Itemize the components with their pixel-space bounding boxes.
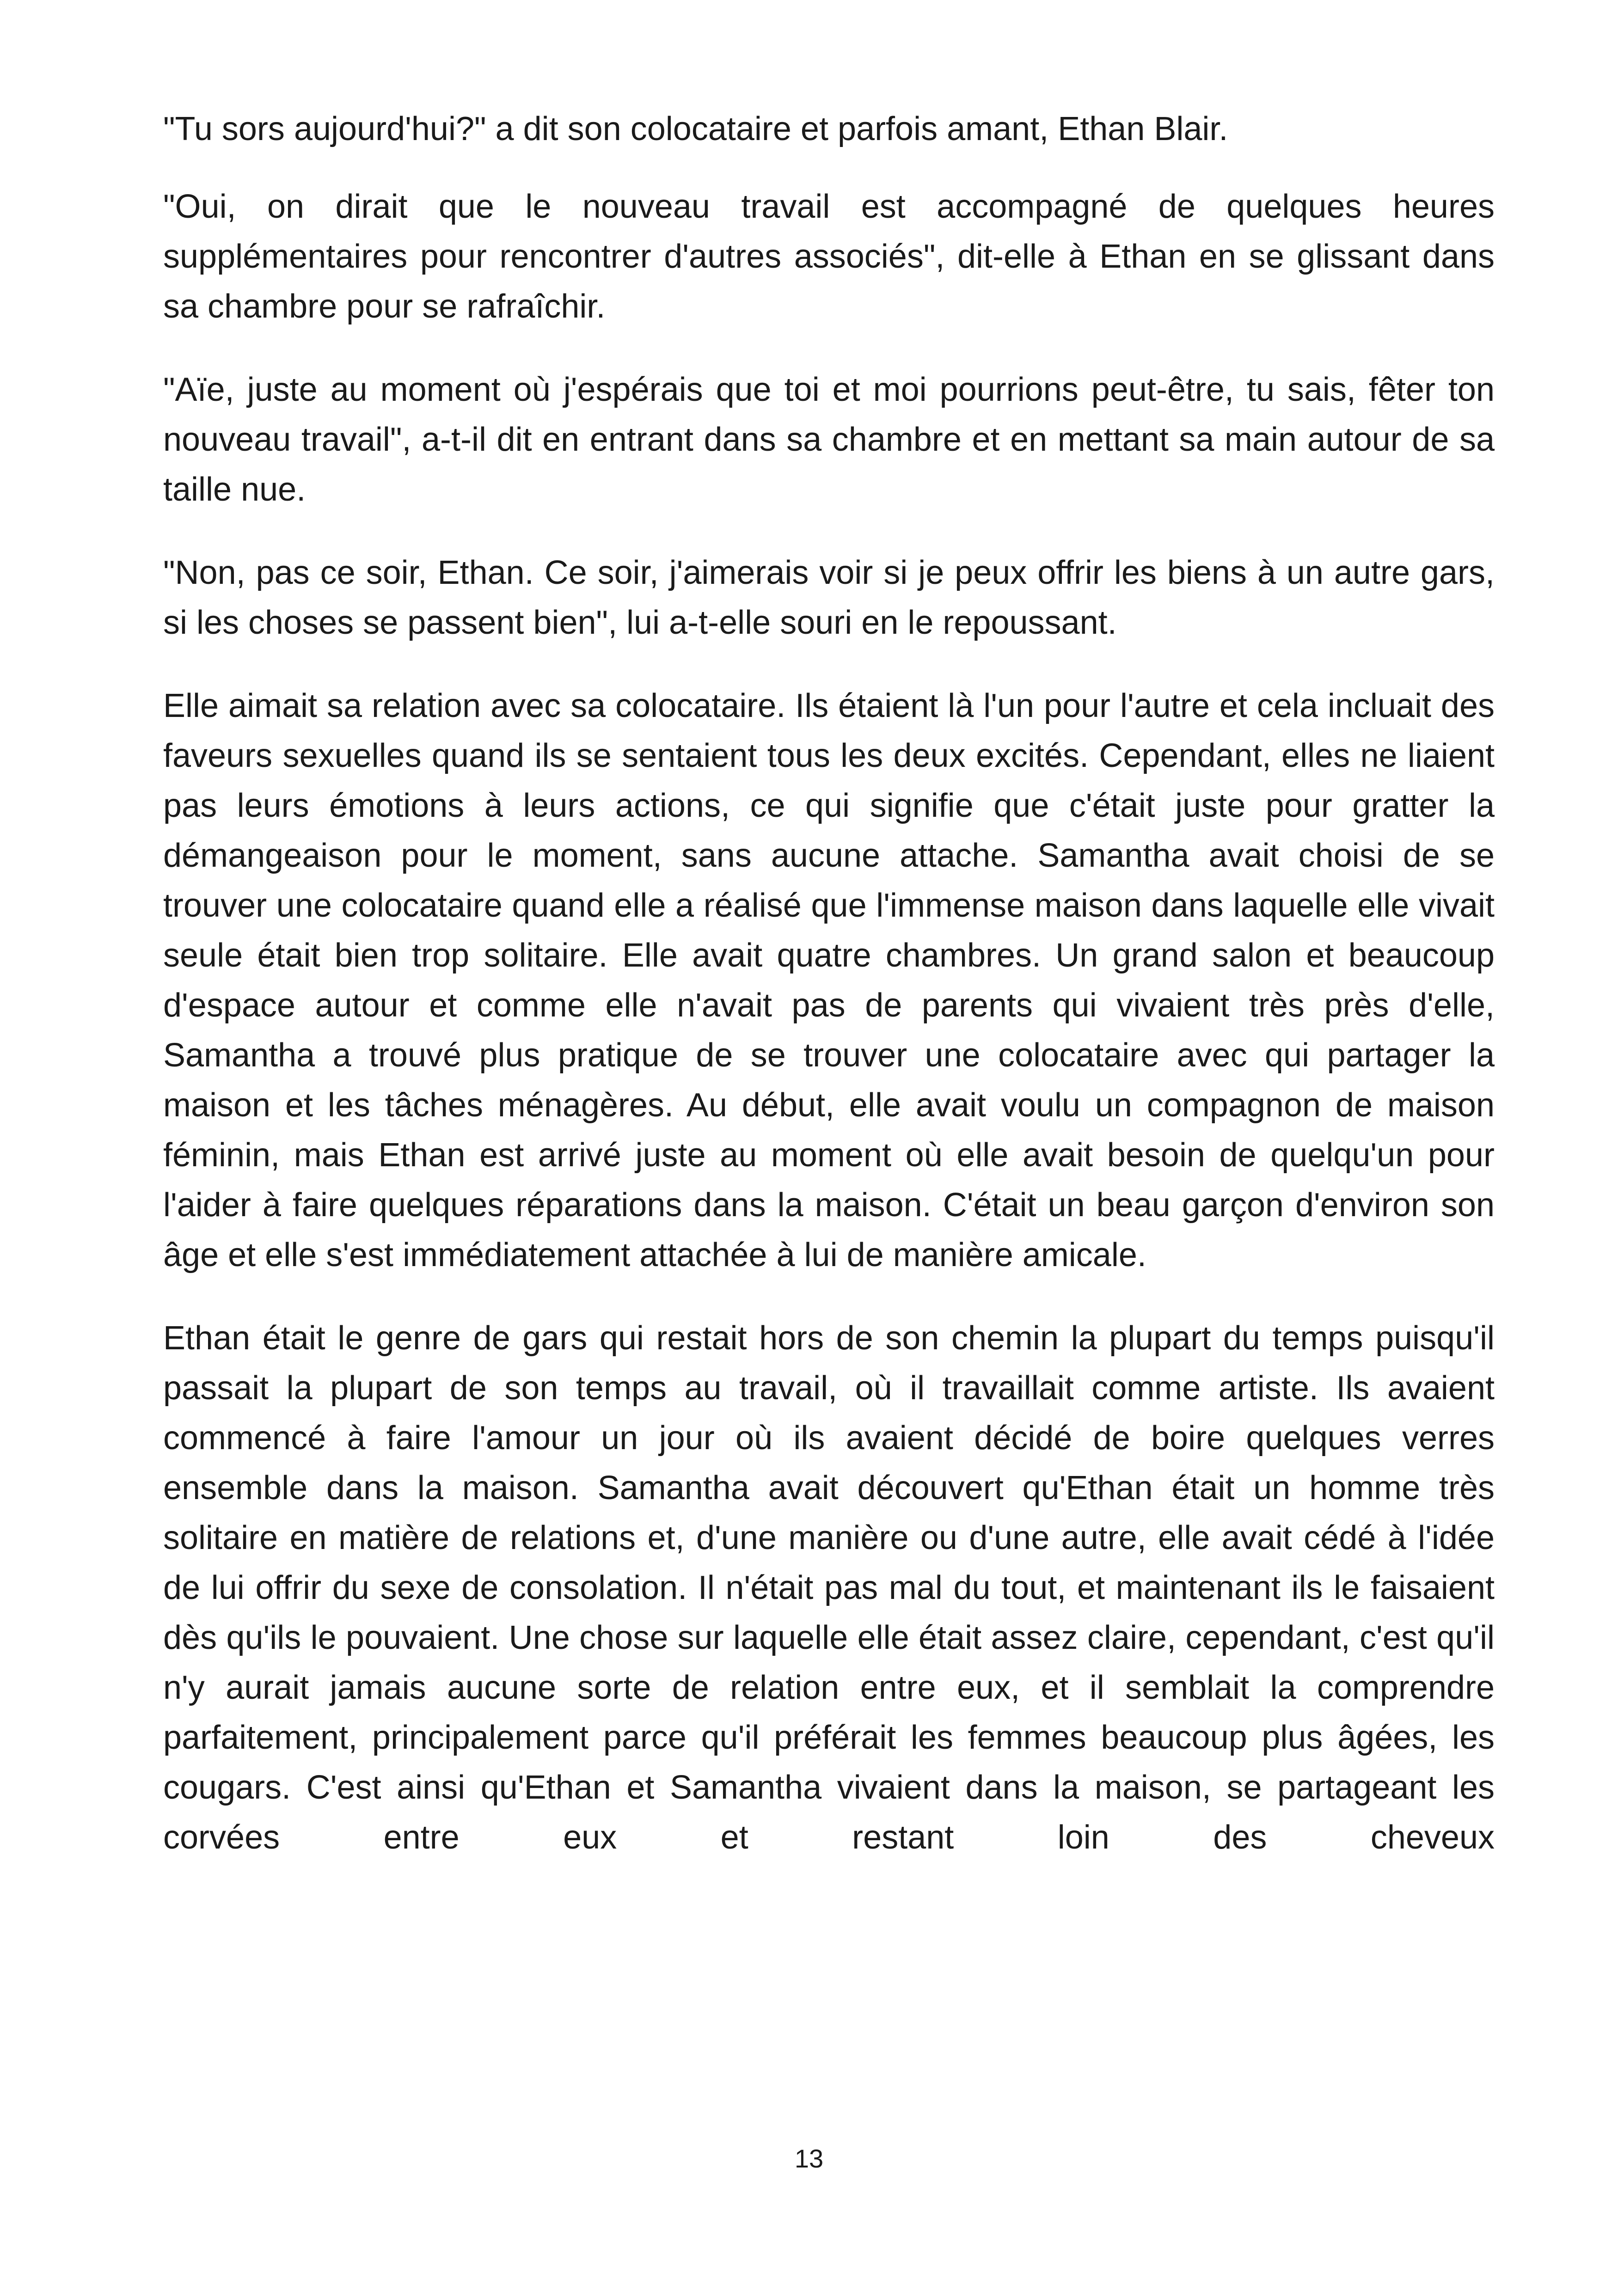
paragraph-2: "Oui, on dirait que le nouveau travail est accompagné de quelques heures supplémentaires pour rencontrer d'autres associés", dit-elle à Ethan en se glissant dans sa chambre pour se rafraîchir. (163, 188, 1495, 325)
document-page (163, 104, 1495, 1862)
page-number: 13 (794, 2144, 824, 2173)
paragraph-6: Ethan était le genre de gars qui restait hors de son chemin la plupart du temps puisqu'il passait la plupart de son temps au travail, où il travaillait comme artiste. Ils avaient commencé à faire l'amour un jour où ils avaient décidé de boire quelques verres ensemble dans la maison. Samantha avait découvert qu'Ethan était un homme très solitaire en matière de relations et, d'une manière ou d'une autre, elle avait cédé à l'idée de lui offrir du sexe de consolation. Il n'était pas mal du tout, et maintenant ils le faisaient dès qu'ils le pouvaient. Une chose sur laquelle elle était assez claire, cependant, c'est qu'il n'y aurait jamais aucune sorte de relation entre eux, et il semblait la comprendre parfaitement, principalement parce qu'il préférait les femmes beaucoup plus âgées, les cougars. C'est ainsi qu'Ethan et Samantha vivaient dans la maison, se partageant les corvées entre eux et restant loin des cheveux (163, 1320, 1495, 1856)
paragraph-1: "Tu sors aujourd'hui?" a dit son colocataire et parfois amant, Ethan Blair. (163, 110, 1228, 147)
paragraph-4: "Non, pas ce soir, Ethan. Ce soir, j'aimerais voir si je peux offrir les biens à un autre gars, si les choses se passent bien", lui a-t-elle souri en le repoussant. (163, 554, 1495, 641)
paragraph-5: Elle aimait sa relation avec sa colocataire. Ils étaient là l'un pour l'autre et cela incluait des faveurs sexuelles quand ils se sentaient tous les deux excités. Cependant, elles ne liaient pas leurs émotions à leurs actions, ce qui signifie que c'était juste pour gratter la démangeaison pour le moment, sans aucune attache. Samantha avait choisi de se trouver une colocataire quand elle a réalisé que l'immense maison dans laquelle elle vivait seule était bien trop solitaire. Elle avait quatre chambres. Un grand salon et beaucoup d'espace autour et comme elle n'avait pas de parents qui vivaient très près d'elle, Samantha a trouvé plus pratique de se trouver une colocataire avec qui partager la maison et les tâches ménagères. Au début, elle avait voulu un compagnon de maison féminin, mais Ethan est arrivé juste au moment où elle avait besoin de quelqu'un pour l'aider à faire quelques réparations dans la maison. C'était un beau garçon d'environ son âge et elle s'est immédiatement attachée à lui de manière amicale. (163, 687, 1495, 1274)
paragraph-3: "Aïe, juste au moment où j'espérais que toi et moi pourrions peut-être, tu sais, fêter ton nouveau travail", a-t-il dit en entrant dans sa chambre et en mettant sa main autour de sa taille nue. (163, 371, 1495, 508)
